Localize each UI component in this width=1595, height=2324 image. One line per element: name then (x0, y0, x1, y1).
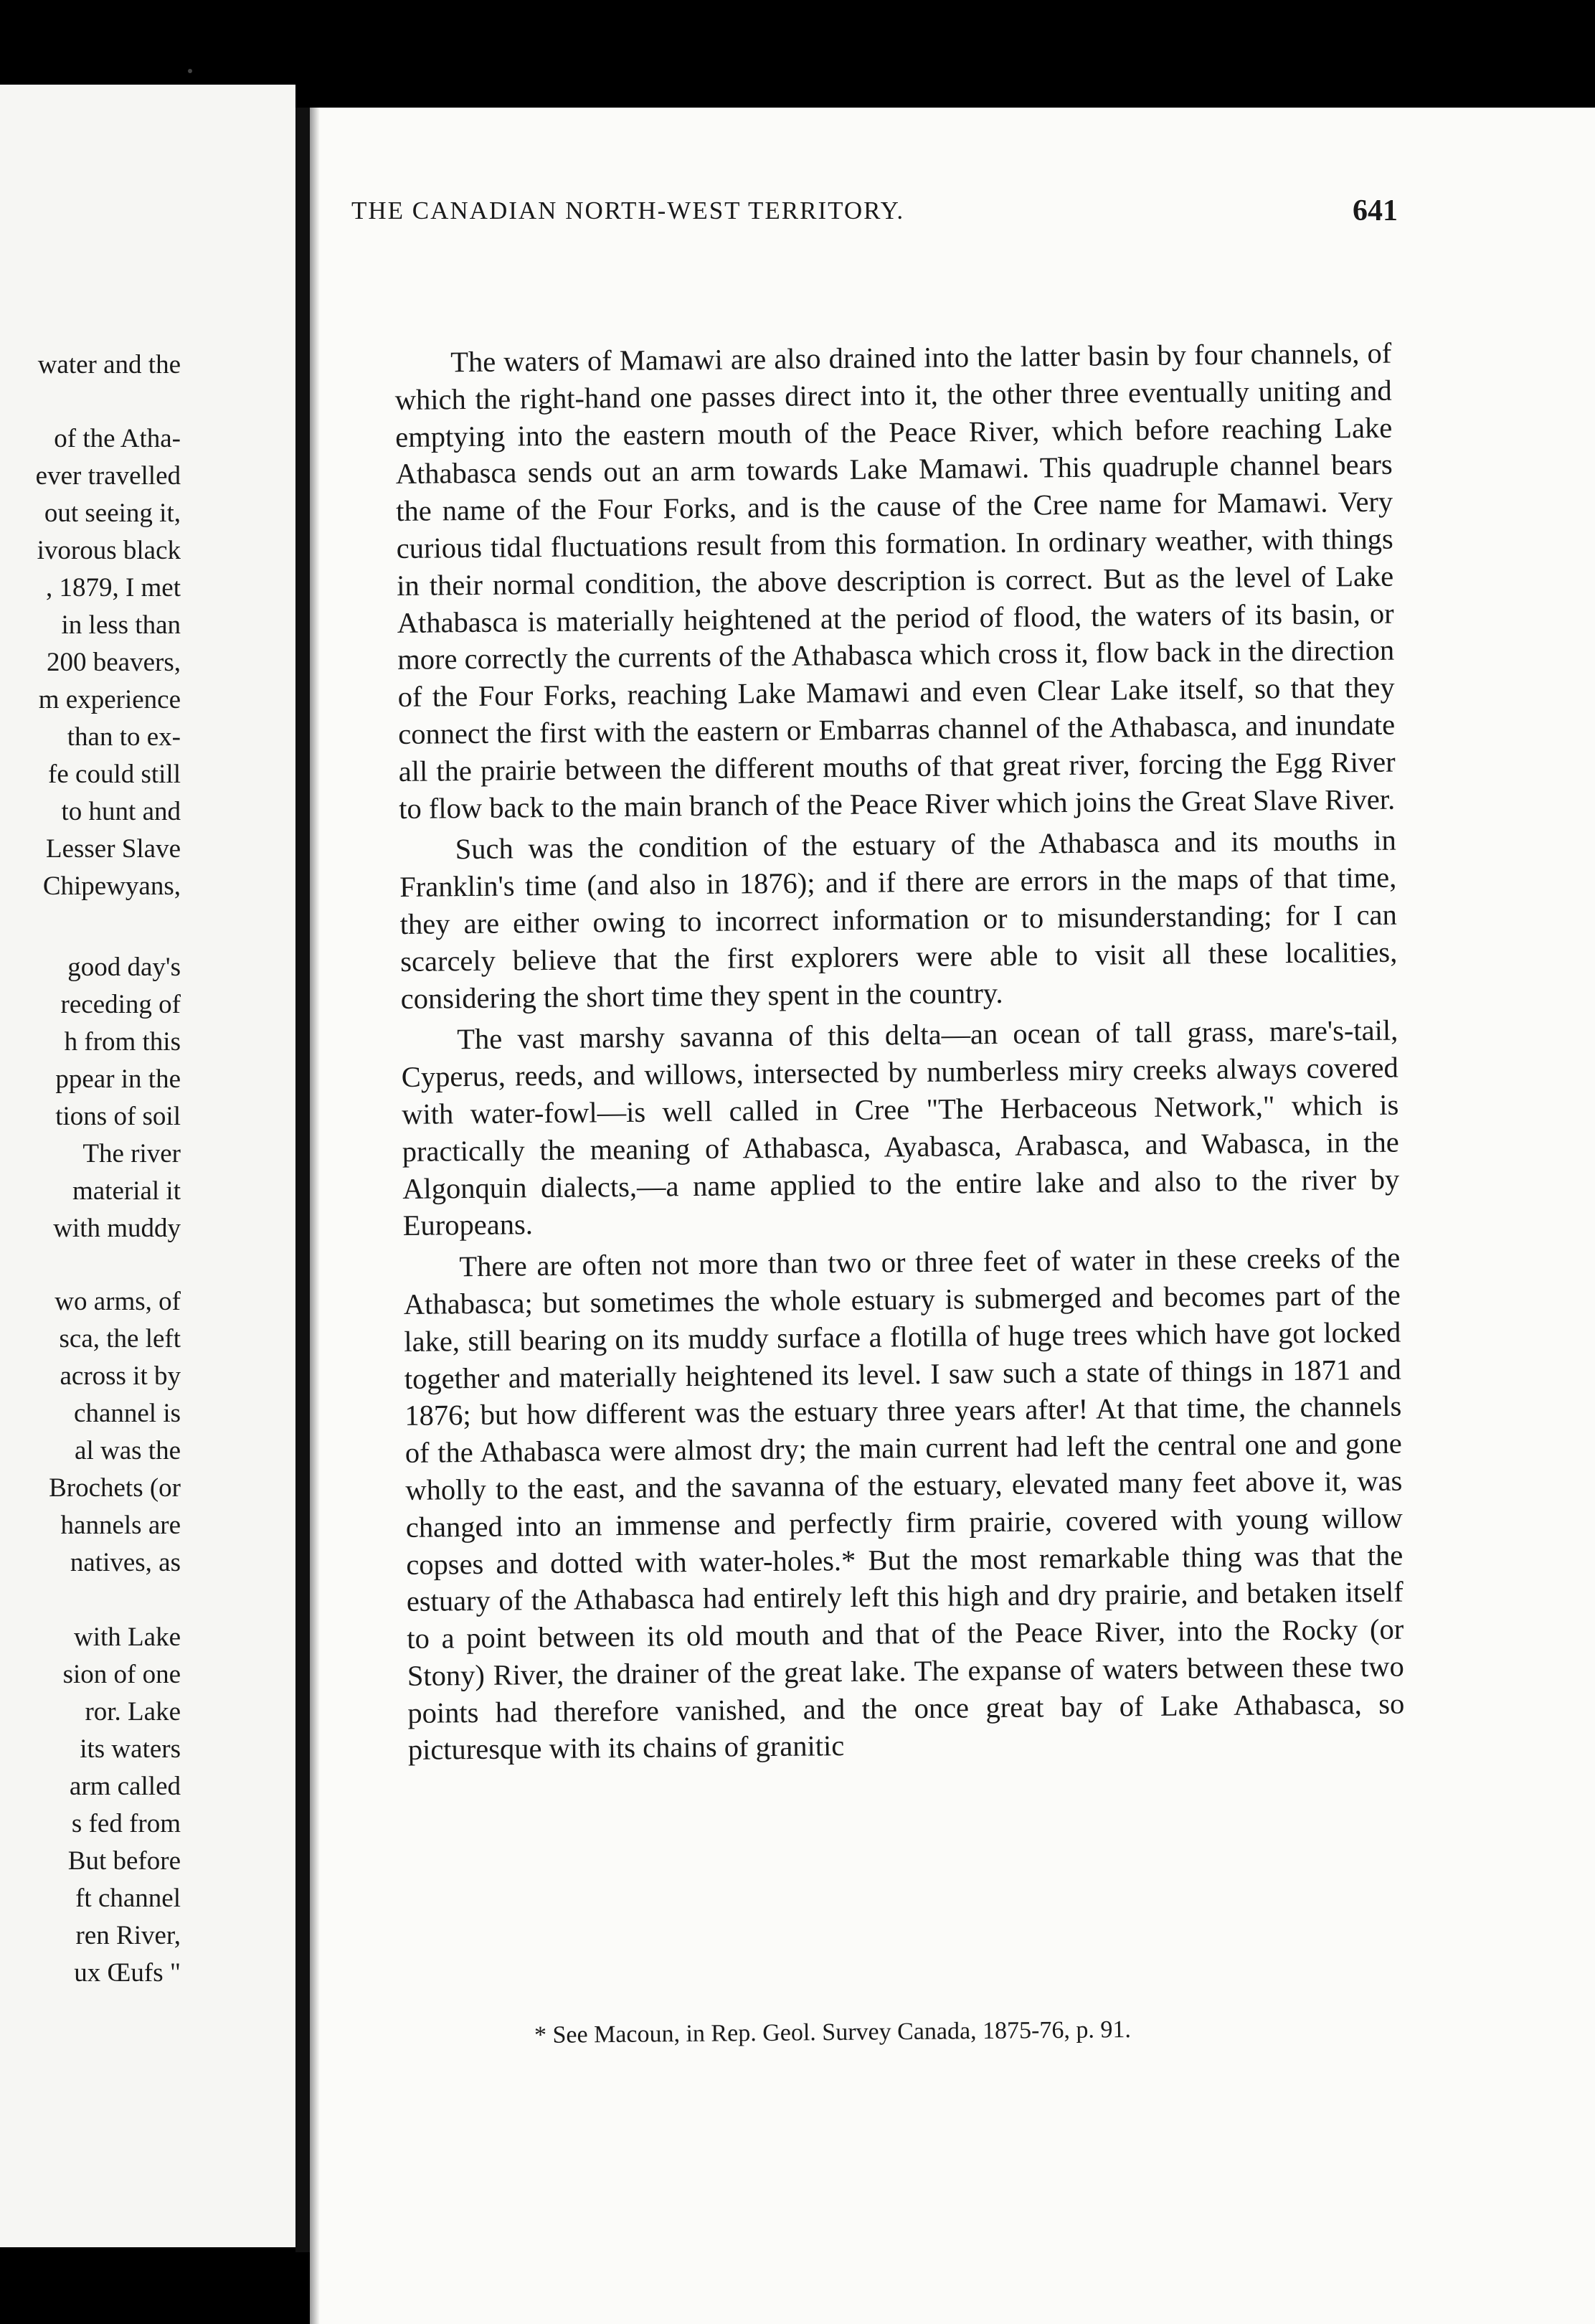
left-page-line: than to ex- (67, 722, 181, 752)
left-page-line: Lesser Slave (45, 834, 181, 864)
left-page-fragment (0, 85, 295, 2247)
left-page-line: h from this (64, 1027, 181, 1057)
left-page-line: its waters (80, 1734, 181, 1764)
left-page-line: Chipewyans, (42, 872, 181, 901)
left-page-line: in less than (61, 610, 181, 640)
left-page-line: of the Atha- (54, 424, 181, 453)
page-number: 641 (1353, 194, 1398, 227)
left-page-line: But before (67, 1846, 181, 1876)
left-page-line: water and the (37, 350, 181, 379)
page-shadow (310, 108, 320, 2324)
left-page-line: s fed from (71, 1809, 181, 1838)
paragraph: There are often not more than two or three feet of water in these creeks of the Athabasca; but sometimes the whole estuary is submerged and becomes part of the lake, still bearing on its muddy surface a flotilla of huge trees which have got locked together and materially heightened its level. I saw such a state of things in 1871 and 1876; but how different was the estuary three years after! At that time, the channels of the Athabasca were almost dry; the main current had left the central one and gone wholly to the east, and the savanna of the estuary, elevated many feet above it, was changed into an immense and perfectly firm prairie, covered with young willow copses and dotted with water-holes.* But the most remarkable thing was that the estuary of the Athabasca had entirely left this high and dry prairie, and betaken itself to a point between its old mouth and that of the Peace River, into the Rocky (or Stony) River, the drainer of the great lake. The expanse of waters between these two points had therefore vanished, and the once great bay of Lake Athabasca, so picturesque with its chains of granitic (403, 1241, 1405, 1767)
left-page-line: ivorous black (37, 536, 181, 565)
footnote: * See Macoun, in Rep. Geol. Survey Canada, 1875-76, p. 91. (534, 2016, 1132, 2049)
left-page-line: wo arms, of (55, 1287, 181, 1316)
left-page-line: hannels are (60, 1511, 181, 1540)
left-page-line: good day's (67, 953, 181, 982)
left-page-line: fe could still (48, 760, 181, 789)
left-page-line: al was the (75, 1436, 181, 1465)
left-page-line: material it (72, 1176, 181, 1206)
left-page-line: receding of (60, 990, 181, 1019)
left-page-line: , 1879, I met (45, 573, 181, 603)
left-page-line: channel is (74, 1399, 181, 1428)
left-page-line: ppear in the (55, 1064, 181, 1094)
left-page-line: out seeing it, (44, 499, 181, 528)
left-page-line: ren River, (75, 1921, 181, 1950)
left-page-line: m experience (38, 685, 181, 714)
left-page-line: with muddy (53, 1214, 181, 1243)
page-gutter (295, 108, 310, 2252)
left-page-line: Brochets (or (49, 1473, 181, 1503)
left-page-line: sion of one (62, 1660, 181, 1689)
speck (188, 69, 192, 73)
left-page-line: natives, as (70, 1548, 181, 1577)
paragraph: Such was the condition of the estuary of the Athabasca and its mouths in Franklin's time (and also in 1876); and if there are errors in the maps of that time, they are either owing to incorrect information or to misunderstanding; for I can scarcely believe that the first explorers were able to visit all these localities, considering the short time they spent in the country. (399, 823, 1398, 1015)
left-page-line: arm called (69, 1772, 181, 1801)
paragraph: The waters of Mamawi are also drained into the latter basin by four channels, of which the right-hand one passes direct into it, the other three eventually uniting and emptying into the eastern mouth of the Peace River, which before reaching Lake Athabasca sends out an arm towards Lake Mamawi. This quadruple channel bears the name of the Four Forks, and is the cause of the Cree name for Mamawi. Very curious tidal fluctuations result from this formation. In ordinary weather, with things in their normal condition, the above description is correct. But as the level of Lake Athabasca is materially heightened at the period of flood, the waters of its basin, or more correctly the currents of the Athabasca which cross it, flow back in the direction of the Four Forks, reaching Lake Mamawi and even Clear Lake itself, so that they connect the first with the eastern or Embarras channel of the Athabasca, and inundate all the prairie between the different mouths of that great river, forcing the Egg River to flow back to the main branch of the Peace River which joins the Great Slave River. (394, 336, 1396, 825)
paragraph: The vast marshy savanna of this delta—an ocean of tall grass, mare's-tail, Cyperus, reeds, and willows, intersected by numberless miry creeks always covered with water-fowl—is well called in Cree "The Herbaceous Network," which is practically the meaning of Athabasca, Ayabasca, Arabasca, and Wabasca, in the Algonquin dialects,—a name applied to the entire lake and also to the river by Europeans. (401, 1014, 1400, 1242)
left-page-line: ever travelled (35, 461, 181, 491)
left-page-line: ux Œufs " (74, 1958, 181, 1988)
left-page-line: to hunt and (61, 797, 181, 826)
left-page-line: 200 beavers, (47, 648, 181, 677)
left-page-line: The river (82, 1139, 181, 1168)
left-page-line: ft channel (75, 1884, 181, 1913)
left-page-line: ror. Lake (85, 1697, 181, 1727)
left-page-line: tions of soil (55, 1102, 181, 1131)
body-text (394, 335, 1405, 1770)
left-page-line: sca, the left (59, 1324, 181, 1354)
left-page-line: with Lake (74, 1622, 181, 1652)
running-head: THE CANADIAN NORTH-WEST TERRITORY. (351, 197, 905, 225)
left-page-line: across it by (60, 1361, 181, 1391)
